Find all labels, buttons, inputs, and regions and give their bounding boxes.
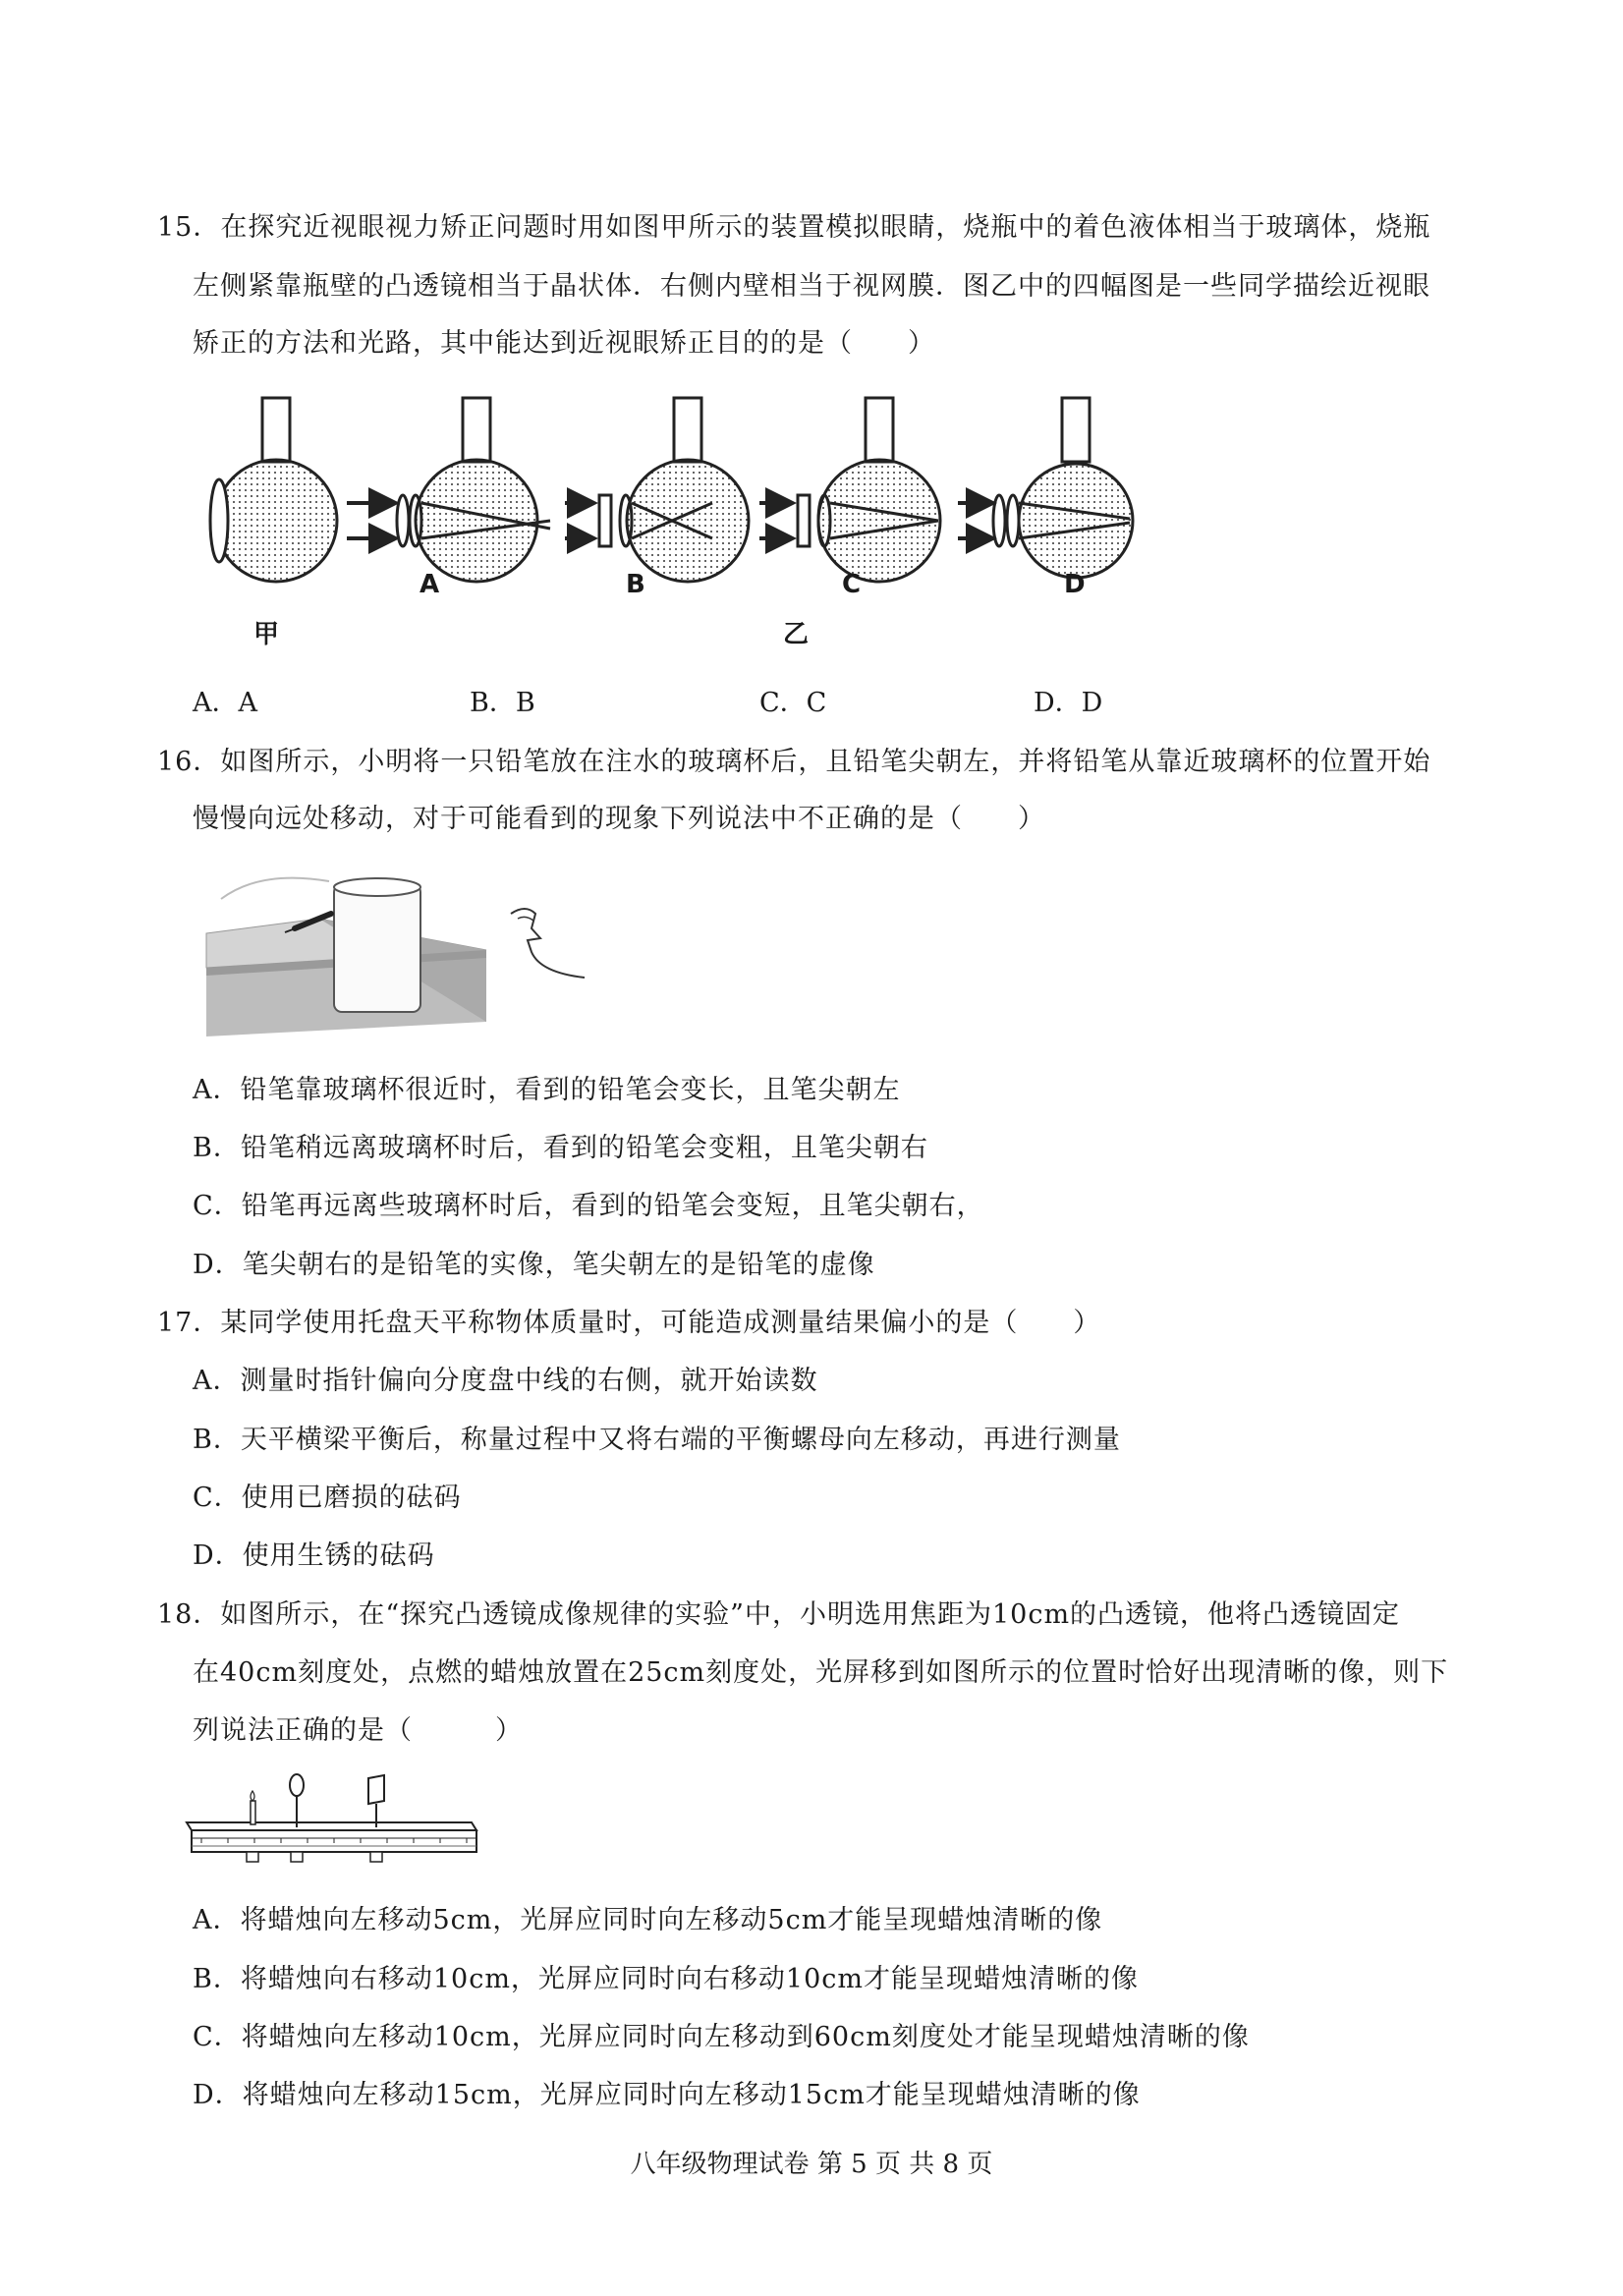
- q17-option-a: A．测量时指针偏向分度盘中线的右侧，就开始读数: [193, 1366, 818, 1396]
- q18-line1: 18．如图所示，在“探究凸透镜成像规律的实验”中，小明选用焦距为10cm的凸透镜，他将凸透镜固定: [157, 1599, 1401, 1630]
- q18-line2: 在40cm刻度处，点燃的蜡烛放置在25cm刻度处，光屏移到如图所示的位置时恰好出现清晰的像，则下: [193, 1657, 1449, 1688]
- q18-option-c: C．将蜡烛向左移动10cm，光屏应同时向左移动到60cm刻度处才能呈现蜡烛清晰的像: [193, 2022, 1250, 2052]
- q17-option-c: C．使用已磨损的砝码: [193, 1483, 462, 1513]
- page-footer: 八年级物理试卷 第 5 页 共 8 页: [630, 2150, 993, 2179]
- label-c: C: [842, 570, 862, 599]
- q16-option-b: B．铅笔稍远离玻璃杯时后，看到的铅笔会变粗，且笔尖朝右: [193, 1133, 928, 1163]
- q16-option-a: A．铅笔靠玻璃杯很近时，看到的铅笔会变长，且笔尖朝左: [193, 1075, 901, 1105]
- label-yi: 乙: [783, 620, 810, 649]
- q18-option-a: A．将蜡烛向左移动5cm，光屏应同时向左移动5cm才能呈现蜡烛清晰的像: [193, 1905, 1103, 1935]
- q16-line2: 慢慢向远处移动，对于可能看到的现象下列说法中不正确的是（ ）: [193, 804, 1045, 834]
- label-d: D: [1064, 570, 1086, 599]
- flask-b: [565, 398, 749, 582]
- q17-line1: 17．某同学使用托盘天平称物体质量时，可能造成测量结果偏小的是（ ）: [157, 1308, 1101, 1338]
- flask-jia: [210, 398, 337, 582]
- q17-option-d: D．使用生锈的砝码: [193, 1540, 435, 1571]
- label-b: B: [626, 570, 645, 599]
- q18-option-d: D．将蜡烛向左移动15cm，光屏应同时向左移动15cm才能呈现蜡烛清晰的像: [193, 2080, 1141, 2110]
- q16-line1: 16．如图所示，小明将一只铅笔放在注水的玻璃杯后，且铅笔尖朝左，并将铅笔从靠近玻璃杯的位置开始: [157, 747, 1431, 777]
- q17-option-b: B．天平横梁平衡后，称量过程中又将右端的平衡螺母向左移动，再进行测量: [193, 1425, 1121, 1455]
- q16-figure-glass-pencil: [201, 860, 594, 1046]
- q15-line2: 左侧紧靠瓶壁的凸透镜相当于晶状体．右侧内壁相当于视网膜．图乙中的四幅图是一些同学描绘近视眼: [193, 271, 1430, 302]
- q15-line3: 矫正的方法和光路，其中能达到近视眼矫正目的的是（ ）: [193, 328, 935, 359]
- flask-a: [347, 398, 550, 582]
- flask-d: [958, 398, 1133, 578]
- label-jia: 甲: [253, 620, 280, 649]
- q18-figure-optical-bench: [182, 1773, 486, 1881]
- q15-option-d: D．D: [1034, 688, 1103, 718]
- q16-option-d: D．笔尖朝右的是铅笔的实像，笔尖朝左的是铅笔的虚像: [193, 1250, 875, 1280]
- q16-option-c: C．铅笔再远离些玻璃杯时后，看到的铅笔会变短，且笔尖朝右，: [193, 1191, 984, 1221]
- q15-option-a: A．A: [193, 688, 257, 718]
- flask-c: [759, 398, 940, 582]
- label-a: A: [420, 570, 440, 599]
- q15-figure-flasks: [201, 393, 1135, 619]
- q15-line1: 15．在探究近视眼视力矫正问题时用如图甲所示的装置模拟眼睛，烧瓶中的着色液体相当于玻璃体，烧瓶: [157, 212, 1431, 243]
- q18-option-b: B．将蜡烛向右移动10cm，光屏应同时向右移动10cm才能呈现蜡烛清晰的像: [193, 1964, 1140, 1994]
- q15-option-c: C．C: [759, 688, 827, 718]
- q15-option-b: B．B: [470, 688, 535, 718]
- q18-line3: 列说法正确的是（ ）: [193, 1715, 523, 1746]
